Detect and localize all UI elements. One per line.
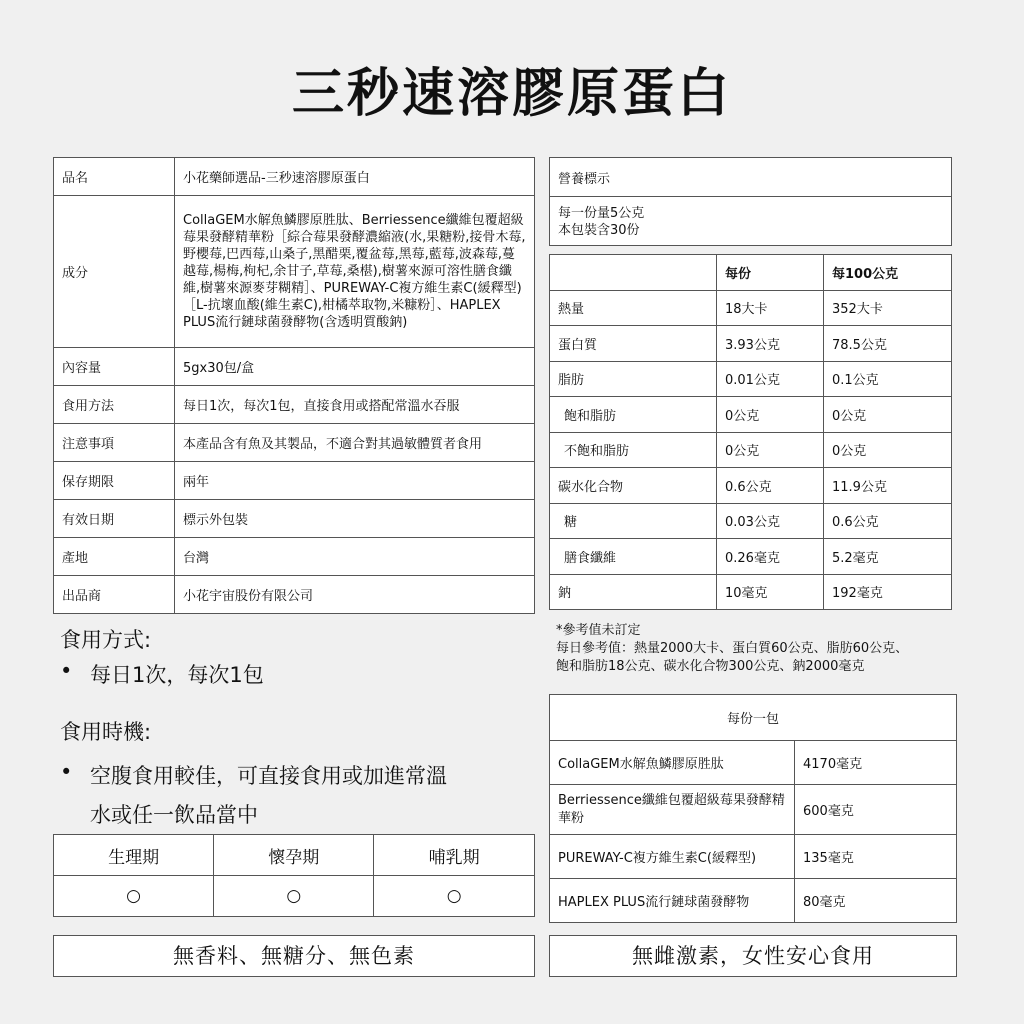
info-key: 有效日期 <box>54 500 175 538</box>
col-per-serving: 每份 <box>717 255 824 291</box>
nutrient-per-serving: 3.93公克 <box>717 326 824 362</box>
servings-per-pack: 本包裝含30份 <box>558 223 640 238</box>
nutrition-heading: 營養標示 <box>549 157 952 197</box>
table-header-row <box>550 255 952 291</box>
bullet-text: 水或任一飲品當中 <box>90 803 258 827</box>
nutrient-per-serving: 0.6公克 <box>717 468 824 504</box>
ingredient-amount: 80毫克 <box>795 879 957 923</box>
nutrient-per-serving: 0公克 <box>717 397 824 433</box>
table-row <box>550 397 952 433</box>
ingredient-amount: 600毫克 <box>795 785 957 835</box>
table-row <box>54 876 535 917</box>
info-value: 每日1次，每次1包，直接食用或搭配常溫水吞服 <box>175 386 535 424</box>
info-value: 台灣 <box>175 538 535 576</box>
table-row <box>54 576 535 614</box>
nutrient-name: 熱量 <box>550 290 717 326</box>
table-row <box>550 432 952 468</box>
ingredient-name: PUREWAY-C複方維生素C(緩釋型) <box>550 835 795 879</box>
bullet-icon: • <box>60 659 73 683</box>
info-key: 內容量 <box>54 348 175 386</box>
bullet-text: 空腹食用較佳，可直接食用或加進常溫 <box>90 764 447 788</box>
table-row <box>550 468 952 504</box>
info-key: 出品商 <box>54 576 175 614</box>
info-value: 小花藥師選品-三秒速溶膠原蛋白 <box>175 158 535 196</box>
nutrient-per-100g: 5.2毫克 <box>824 539 952 575</box>
table-row <box>550 539 952 575</box>
bullet-icon: • <box>60 760 73 784</box>
table-row <box>54 386 535 424</box>
nutrient-per-100g: 0.1公克 <box>824 361 952 397</box>
info-key: 食用方法 <box>54 386 175 424</box>
info-value: 5gx30包/盒 <box>175 348 535 386</box>
table-row <box>550 835 957 879</box>
table-row <box>54 424 535 462</box>
nutrient-name: 不飽和脂肪 <box>550 432 717 468</box>
nutrient-name: 鈉 <box>550 574 717 610</box>
nutrient-per-serving: 0.03公克 <box>717 503 824 539</box>
ref-line: 飽和脂肪18公克、碳水化合物300公克、鈉2000毫克 <box>556 659 865 674</box>
info-value: 本產品含有魚及其製品，不適合對其過敏體質者食用 <box>175 424 535 462</box>
nutrient-name: 碳水化合物 <box>550 468 717 504</box>
nutrient-per-serving: 10毫克 <box>717 574 824 610</box>
table-row <box>550 503 952 539</box>
info-value: 小花宇宙股份有限公司 <box>175 576 535 614</box>
ingredient-name: CollaGEM水解魚鱗膠原胜肽 <box>550 741 795 785</box>
table-header-row <box>54 835 535 876</box>
table-row <box>550 785 957 835</box>
daily-reference-note <box>556 622 976 676</box>
nutrient-name: 飽和脂肪 <box>550 397 717 433</box>
ingredient-name: HAPLEX PLUS流行鏈球菌發酵物 <box>550 879 795 923</box>
ingredient-amount: 135毫克 <box>795 835 957 879</box>
period-mark: ○ <box>54 876 214 917</box>
info-key: 成分 <box>54 196 175 348</box>
table-row <box>54 462 535 500</box>
ingredient-amount: 4170毫克 <box>795 741 957 785</box>
info-value: 兩年 <box>175 462 535 500</box>
ingredients-header: 每份一包 <box>550 695 957 741</box>
nutrient-per-100g: 0.6公克 <box>824 503 952 539</box>
info-key: 保存期限 <box>54 462 175 500</box>
table-row <box>550 290 952 326</box>
info-key: 產地 <box>54 538 175 576</box>
nutrient-per-serving: 0.26毫克 <box>717 539 824 575</box>
page-title: 三秒速溶膠原蛋白 <box>291 64 732 124</box>
info-key: 注意事項 <box>54 424 175 462</box>
nutrient-per-serving: 0.01公克 <box>717 361 824 397</box>
banner-no-estrogen: 無雌激素，女性安心食用 <box>549 935 957 977</box>
nutrient-per-100g: 0公克 <box>824 432 952 468</box>
ref-line: 每日參考值：熱量2000大卡、蛋白質60公克、脂肪60公克、 <box>556 641 909 656</box>
nutrient-per-serving: 18大卡 <box>717 290 824 326</box>
nutrition-header-blank <box>550 255 717 291</box>
table-row <box>550 574 952 610</box>
table-row <box>550 326 952 362</box>
nutrient-name: 糖 <box>550 503 717 539</box>
table-row <box>54 538 535 576</box>
nutrition-table <box>549 254 952 610</box>
nutrient-per-100g: 11.9公克 <box>824 468 952 504</box>
table-row <box>54 196 535 348</box>
table-row <box>54 158 535 196</box>
nutrient-name: 蛋白質 <box>550 326 717 362</box>
period-label: 懷孕期 <box>214 835 374 876</box>
banner-no-additives: 無香料、無糖分、無色素 <box>53 935 535 977</box>
col-per-100g: 每100公克 <box>824 255 952 291</box>
nutrient-per-100g: 192毫克 <box>824 574 952 610</box>
usage-method-heading: 食用方式: <box>60 628 152 652</box>
ingredient-name: Berriessence纖維包覆超級莓果發酵精華粉 <box>550 785 795 835</box>
usage-timing-heading: 食用時機: <box>60 720 152 744</box>
nutrition-serving-info <box>549 196 952 246</box>
bullet-text: 每日1次，每次1包 <box>90 663 264 687</box>
table-row <box>550 879 957 923</box>
product-info-table <box>53 157 535 614</box>
table-header-row <box>550 695 957 741</box>
period-mark: ○ <box>374 876 535 917</box>
ref-line: *參考值未訂定 <box>556 623 641 638</box>
serving-size: 每一份量5公克 <box>558 206 645 221</box>
nutrient-per-100g: 78.5公克 <box>824 326 952 362</box>
table-row <box>54 500 535 538</box>
table-row <box>550 741 957 785</box>
period-label: 哺乳期 <box>374 835 535 876</box>
nutrient-per-100g: 352大卡 <box>824 290 952 326</box>
ingredients-per-pack-table <box>549 694 957 923</box>
info-value: 標示外包裝 <box>175 500 535 538</box>
nutrient-name: 膳食纖維 <box>550 539 717 575</box>
nutrient-per-100g: 0公克 <box>824 397 952 433</box>
nutrient-per-serving: 0公克 <box>717 432 824 468</box>
table-row <box>54 348 535 386</box>
info-value: CollaGEM水解魚鱗膠原胜肽、Berriessence纖維包覆超級莓果發酵精華粉［綜合莓果發酵濃縮液(水,果糖粉,接骨木莓,野櫻莓,巴西莓,山桑子,黑醋栗,覆盆莓,黑莓,藍莓,波森莓,蔓越莓,楊梅,枸杞,余甘子,草莓,桑椹),樹薯來源可溶性膳食纖維,樹薯來源麥芽糊精］、PUREWAY-C複方維生素C(緩釋型)［L-抗壞血酸(維生素C),柑橘萃取物,米糠粉］、HAPLEX PLUS流行鏈球菌發酵物(含透明質酸鈉) <box>175 196 535 348</box>
suitable-periods-table <box>53 834 535 917</box>
table-row <box>550 361 952 397</box>
nutrient-name: 脂肪 <box>550 361 717 397</box>
period-mark: ○ <box>214 876 374 917</box>
period-label: 生理期 <box>54 835 214 876</box>
info-key: 品名 <box>54 158 175 196</box>
